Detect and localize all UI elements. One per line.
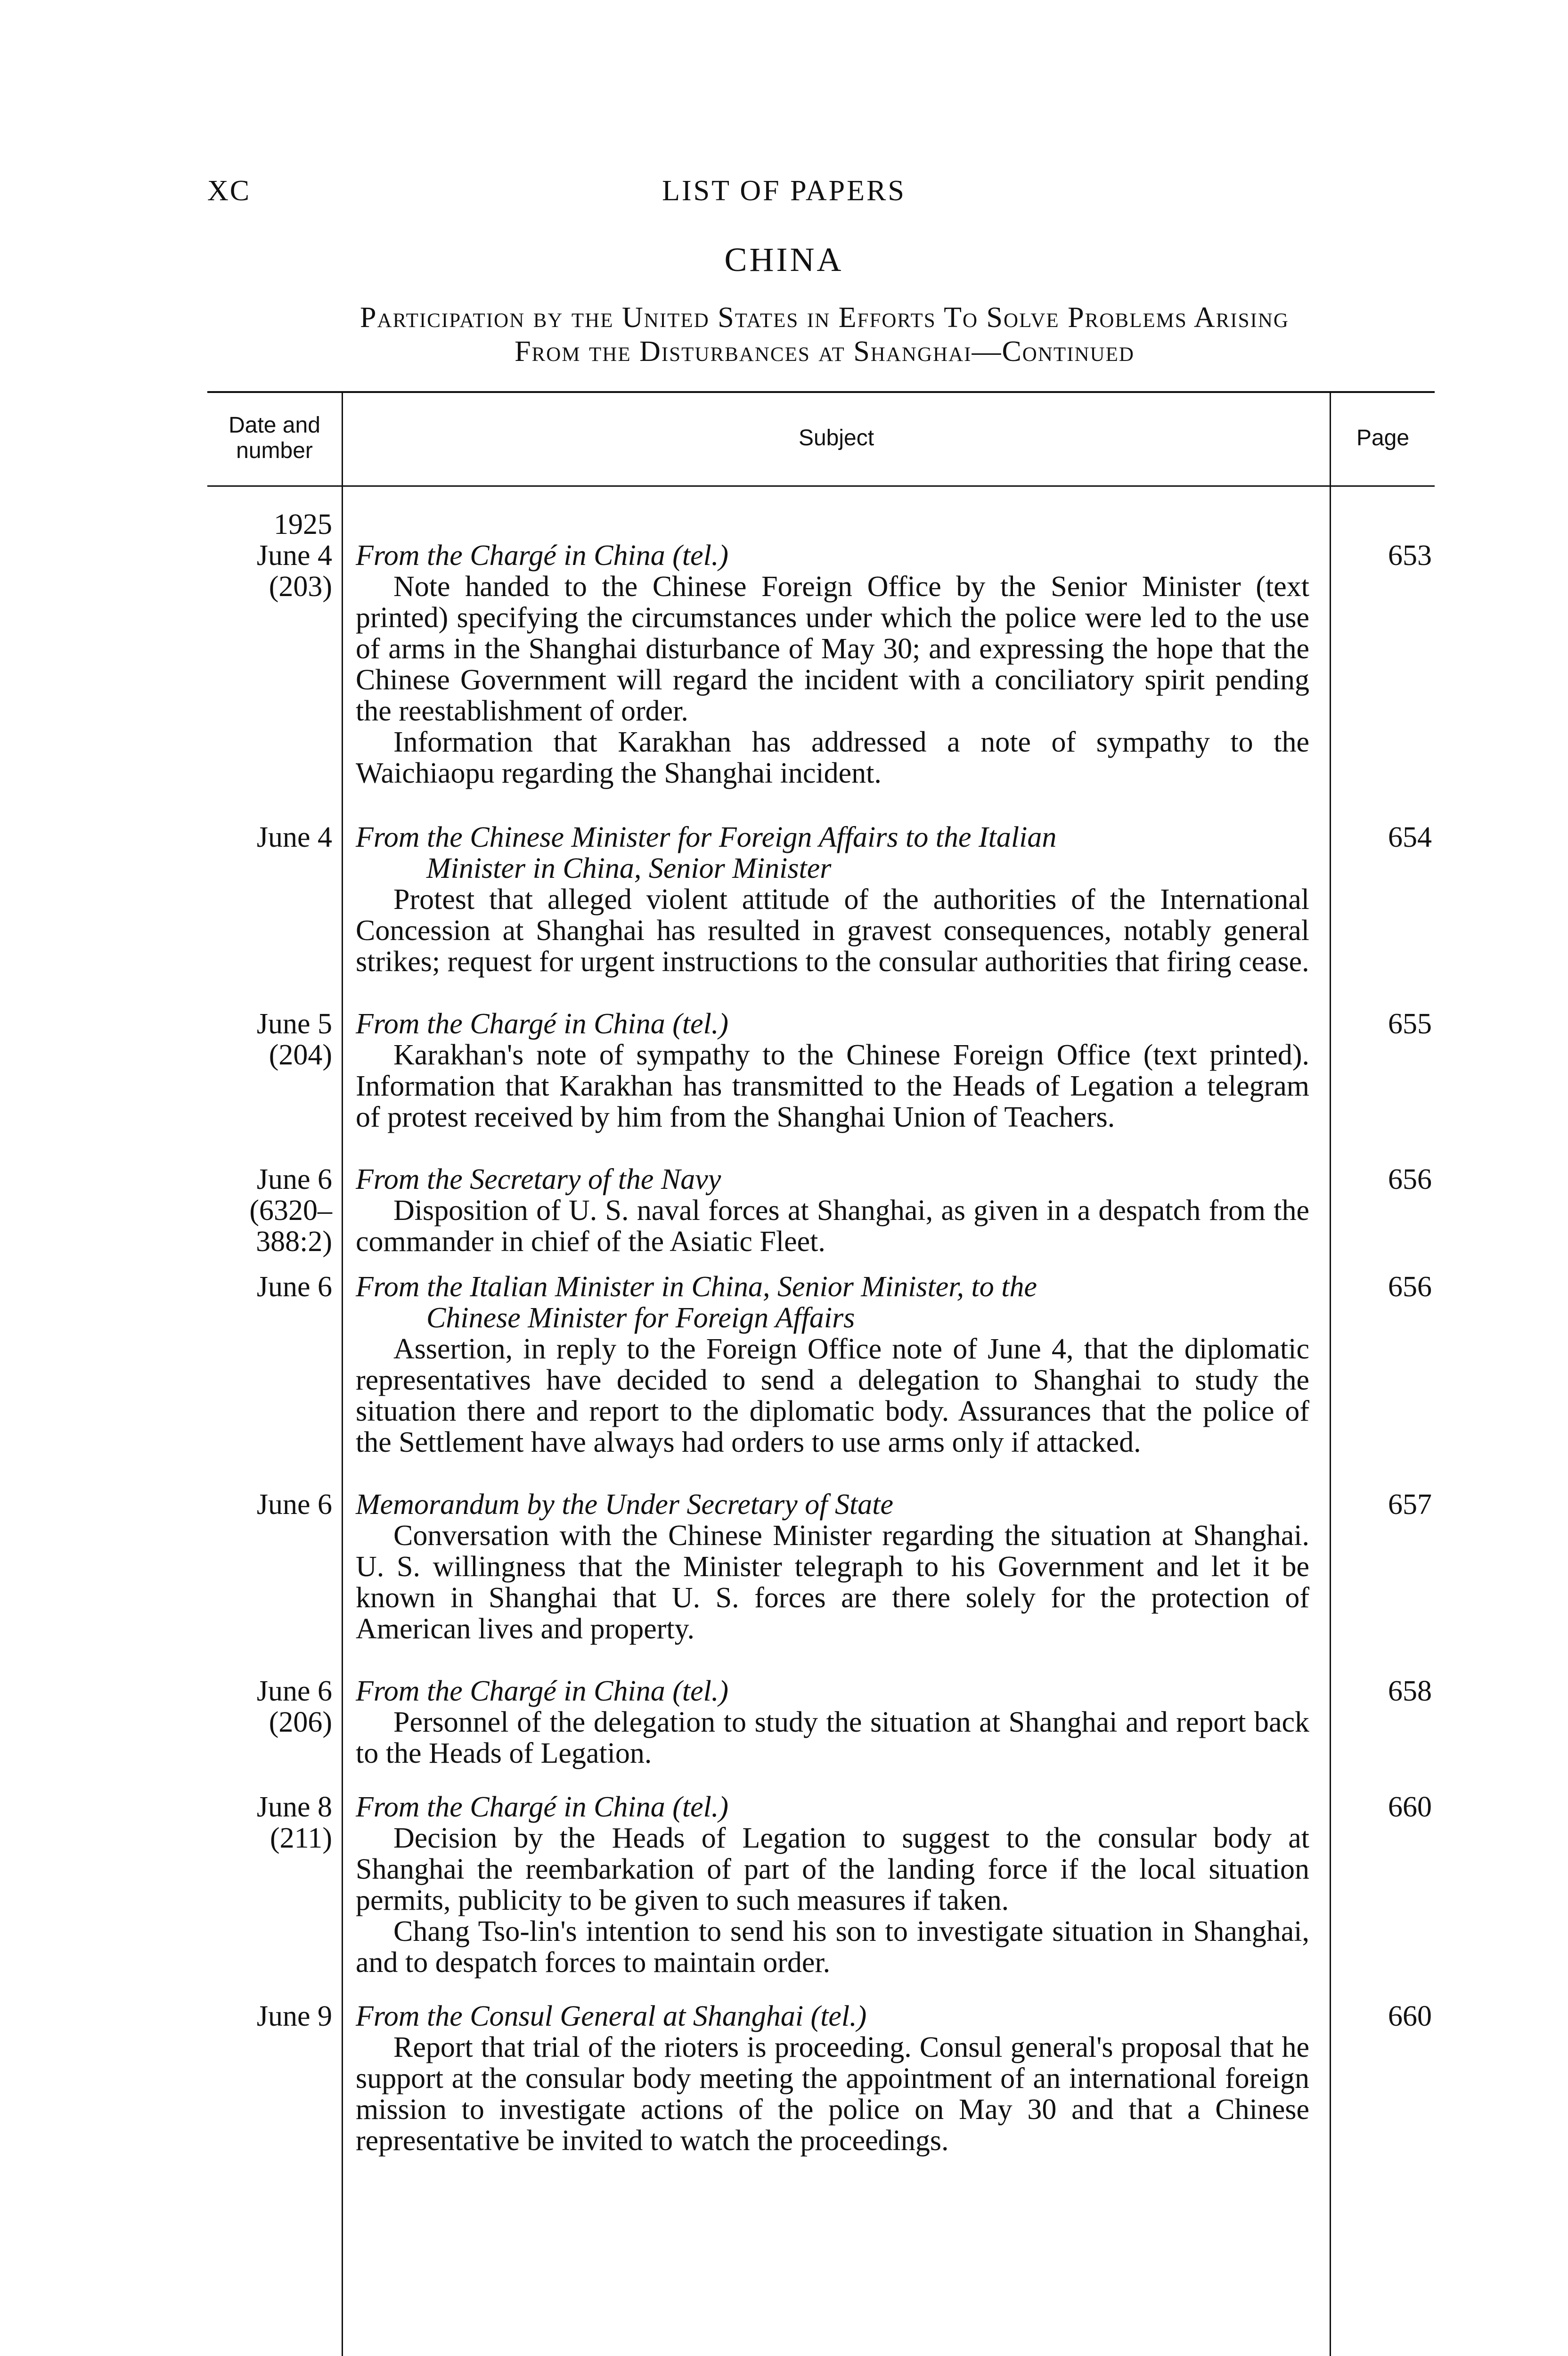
entry-page-cell (1328, 540, 1432, 789)
entry-date-cell (207, 1008, 342, 1133)
entry-date-cell (207, 1676, 342, 1769)
entry-subject-cell (342, 1271, 1328, 1458)
entry-page-cell (1328, 1792, 1432, 1978)
entry-date: June 6 (256, 1271, 332, 1303)
entry-subject-cell (342, 540, 1328, 789)
entry-page-cell (1328, 1489, 1432, 1644)
table-body (207, 509, 1435, 2156)
entry-number: (6320– (249, 1194, 332, 1227)
entry-summary: Information that Karakhan has addressed a note of sympathy to the Waichiaopu regarding the Shanghai incident. (356, 726, 1309, 789)
running-title: LIST OF PAPERS (662, 175, 906, 207)
entry-date-cell (207, 2001, 342, 2156)
column-header-date: Date and number (229, 413, 320, 463)
entry-source: Memorandum by the Under Secretary of State (356, 1489, 893, 1521)
entry-page: 654 (1388, 821, 1432, 853)
entry-source: From the Chargé in China (tel.) (356, 1675, 728, 1707)
entry-page: 660 (1388, 2000, 1432, 2032)
entry-subject-cell (342, 1676, 1328, 1769)
entry-page-cell (1328, 822, 1432, 977)
entry-source: From the Chargé in China (tel.) (356, 540, 728, 572)
entry-date-cell (207, 540, 342, 789)
entry-date-cell (207, 1164, 342, 1257)
papers-table (207, 391, 1435, 2356)
running-head (0, 174, 1568, 217)
entry-summary: Assertion, in reply to the Foreign Office note of June 4, that the diplomatic representatives have decided to send a delegation to Shanghai to study the situation there and report to the diplomatic body. Assurances that the police of the Settlement have always had orders to use arms only if attacked. (356, 1333, 1309, 1458)
entry-date: June 6 (256, 1675, 332, 1707)
entry-page-cell (1328, 1271, 1432, 1458)
entry-number: (204) (269, 1039, 332, 1071)
entry-subject-cell (342, 1008, 1328, 1133)
entry-date: June 6 (256, 1489, 332, 1521)
entry-source: From the Italian Minister in China, Senior Minister, to the (356, 1271, 1037, 1303)
entry-page: 653 (1388, 540, 1432, 572)
entry-page-cell (1328, 1164, 1432, 1257)
table-row (207, 540, 1435, 789)
entry-summary: Protest that alleged violent attitude of the authorities of the International Concession at Shanghai has resulted in gravest consequences, notably general strikes; request for urgent instructions to the consular authorities that firing cease. (356, 884, 1309, 978)
country-heading: CHINA (724, 241, 844, 278)
entry-page: 658 (1388, 1675, 1432, 1707)
entry-summary: Note handed to the Chinese Foreign Office by the Senior Minister (text printed) specifying the circumstances under which the police were led to the use of arms in the Shanghai disturbance of May 30; and expressing the hope that the Chinese Government will regard the incident with a conciliatory spirit pending the reestablishment of order. (356, 571, 1309, 727)
entry-date-cell (207, 1489, 342, 1644)
entry-subject-cell (342, 1792, 1328, 1978)
entry-date: June 9 (256, 2000, 332, 2032)
entry-summary: Report that trial of the rioters is proceeding. Consul general's proposal that he support at the consular body meeting the appointment of an international foreign mission to investigate actions of the police on May 30 and that a Chinese representative be invited to watch the proceedings. (356, 2031, 1309, 2157)
page-number: XC (207, 175, 251, 207)
entry-source-cont: Chinese Minister for Foreign Affairs (426, 1302, 855, 1334)
entry-number: (206) (269, 1706, 332, 1738)
table-row (207, 822, 1435, 977)
section-title-line-2: From the Disturbances at Shanghai—Continued (514, 335, 1135, 368)
table-row (207, 1271, 1435, 1458)
entry-number: (203) (269, 571, 332, 603)
table-row (207, 2001, 1435, 2156)
year-label: 1925 (274, 508, 332, 540)
entry-page-cell (1328, 2001, 1432, 2156)
entry-date: June 4 (256, 540, 332, 572)
entry-summary: Personnel of the delegation to study the situation at Shanghai and report back to the Heads of Legation. (356, 1706, 1309, 1769)
entry-page-cell (1328, 1676, 1432, 1769)
entry-number: (211) (270, 1822, 332, 1854)
entry-subject-cell (342, 1164, 1328, 1257)
entry-source: From the Secretary of the Navy (356, 1163, 721, 1195)
entry-date-cell (207, 1271, 342, 1458)
table-header-rule (207, 485, 1435, 487)
entry-source-cont: Minister in China, Senior Minister (426, 852, 832, 884)
entry-source: From the Chargé in China (tel.) (356, 1008, 728, 1040)
entry-date-cell (207, 822, 342, 977)
entry-subject-cell (342, 2001, 1328, 2156)
table-row (207, 1792, 1435, 1978)
entry-summary: Chang Tso-lin's intention to send his son to investigate situation in Shanghai, and to despatch forces to maintain order. (356, 1915, 1309, 1979)
entry-source: From the Chinese Minister for Foreign Affairs to the Italian (356, 821, 1057, 853)
entry-source: From the Chargé in China (tel.) (356, 1791, 728, 1823)
entry-date: June 4 (256, 821, 332, 853)
entry-page: 657 (1388, 1489, 1432, 1521)
section-title-line-1: Participation by the United States in Efforts To Solve Problems Arising (360, 302, 1289, 334)
year-row (207, 509, 1435, 540)
entry-page: 656 (1388, 1163, 1432, 1195)
entry-summary: Decision by the Heads of Legation to suggest to the consular body at Shanghai the reembarkation of part of the landing force if the local situation permits, publicity to be given to such measures if taken. (356, 1822, 1309, 1916)
entry-subject-cell (342, 1489, 1328, 1644)
table-row (207, 1164, 1435, 1257)
entry-date: June 6 (256, 1163, 332, 1195)
entry-source: From the Consul General at Shanghai (tel.) (356, 2000, 867, 2032)
entry-page: 655 (1388, 1008, 1432, 1040)
entry-subject-cell (342, 822, 1328, 977)
section-title (188, 301, 1461, 368)
entry-page-cell (1328, 1008, 1432, 1133)
entry-page: 660 (1388, 1791, 1432, 1823)
entry-summary: Karakhan's note of sympathy to the Chinese Foreign Office (text printed). Information that Karakhan has transmitted to the Heads of Legation a telegram of protest received by him from the Shanghai Union of Teachers. (356, 1039, 1309, 1133)
table-row (207, 1676, 1435, 1769)
column-header-subject: Subject (798, 425, 874, 450)
table-row (207, 1489, 1435, 1644)
entry-date: June 8 (256, 1791, 332, 1823)
entry-number-cont: 388:2) (256, 1226, 332, 1258)
entry-date: June 5 (256, 1008, 332, 1040)
entry-date-cell (207, 1792, 342, 1978)
entry-page: 656 (1388, 1271, 1432, 1303)
table-row (207, 1008, 1435, 1133)
entry-summary: Conversation with the Chinese Minister regarding the situation at Shanghai. U. S. willingness that the Minister telegraph to his Government and let it be known in Shanghai that U. S. forces are there solely for the protection of American lives and property. (356, 1520, 1309, 1645)
entry-summary: Disposition of U. S. naval forces at Shanghai, as given in a despatch from the commander in chief of the Asiatic Fleet. (356, 1194, 1309, 1258)
column-header-page: Page (1356, 425, 1410, 450)
